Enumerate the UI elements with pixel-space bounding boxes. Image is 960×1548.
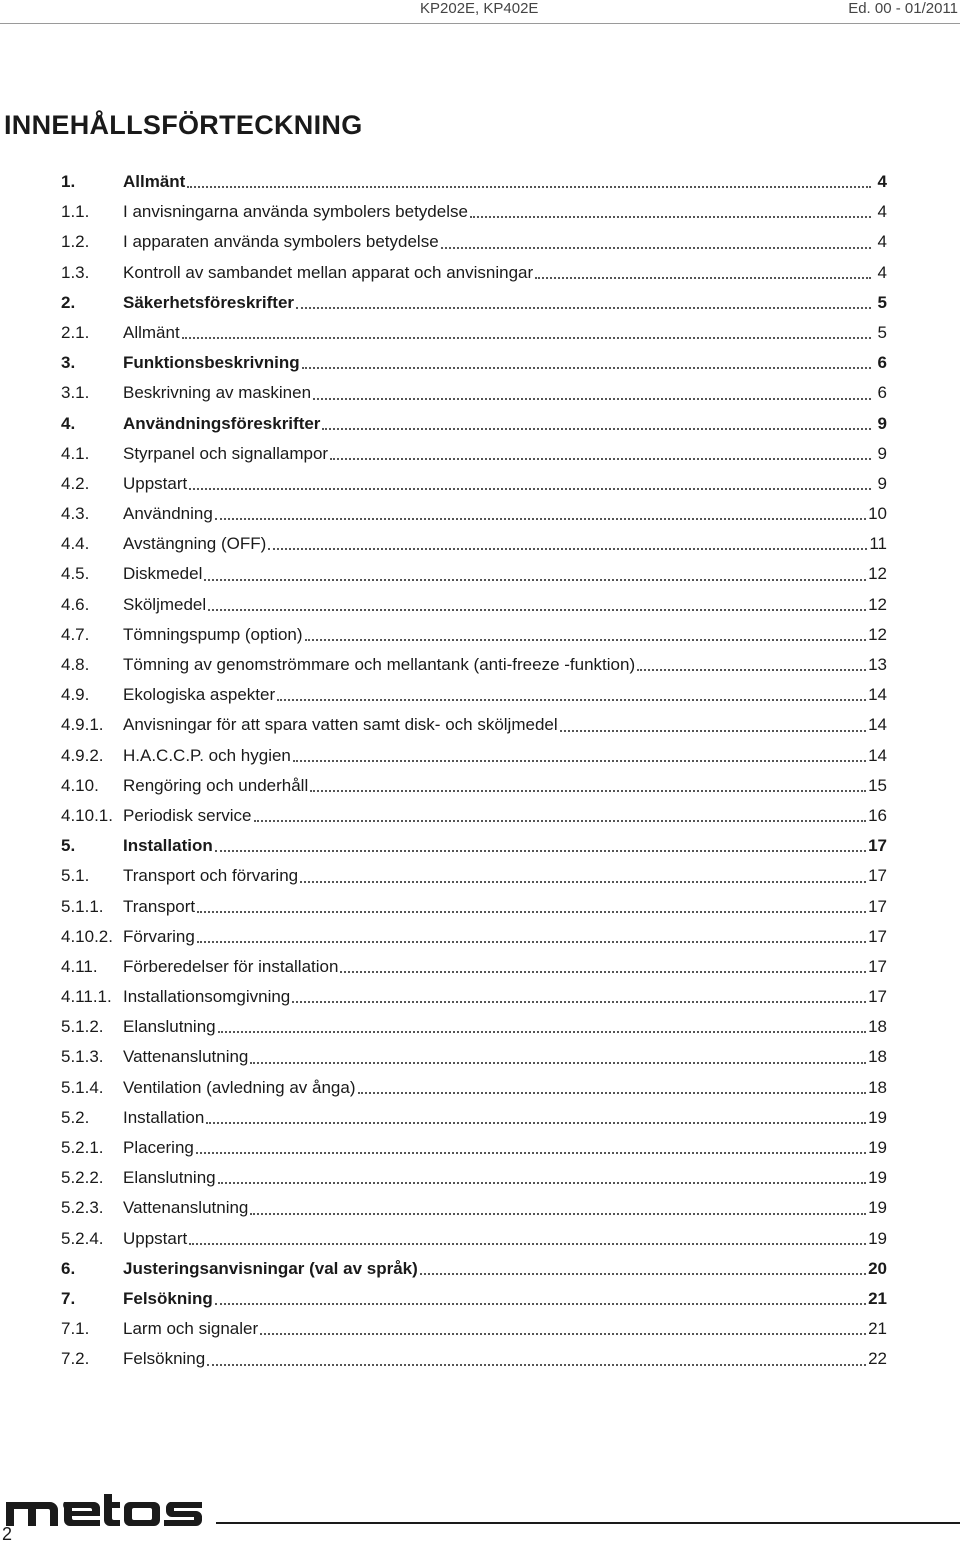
toc-entry[interactable] xyxy=(61,409,887,439)
toc-dot-leader xyxy=(637,668,866,671)
toc-entry-title: Installation xyxy=(123,1107,205,1127)
toc-entry[interactable] xyxy=(61,499,887,529)
toc-entry-title: Justeringsanvisningar (val av språk) xyxy=(123,1258,418,1278)
toc-entry-number: 4.2. xyxy=(61,473,90,493)
toc-entry-title: Elanslutning xyxy=(123,1168,216,1188)
toc-entry[interactable] xyxy=(61,831,887,861)
toc-entry-page: 17 xyxy=(868,926,887,946)
toc-entry-number: 4.10.1. xyxy=(61,805,113,825)
toc-entry[interactable] xyxy=(61,288,887,318)
toc-entry-number: 4.9. xyxy=(61,685,90,705)
toc-entry-page: 6 xyxy=(877,383,887,403)
footer-rule xyxy=(216,1522,960,1524)
toc-entry-number: 5.2.2. xyxy=(61,1168,104,1188)
toc-entry-page: 19 xyxy=(868,1228,887,1248)
toc-dot-leader xyxy=(560,729,866,732)
toc-entry-page: 17 xyxy=(868,956,887,976)
toc-dot-leader xyxy=(196,1151,866,1154)
toc-entry-title: H.A.C.C.P. och hygien xyxy=(123,745,291,765)
toc-entry-number: 4.10.2. xyxy=(61,926,113,946)
toc-entry[interactable] xyxy=(61,861,887,891)
toc-entry-page: 22 xyxy=(868,1349,887,1369)
toc-entry-page: 21 xyxy=(868,1288,887,1308)
toc-entry-number: 5.1. xyxy=(61,866,90,886)
toc-entry-title: Felsökning xyxy=(123,1349,206,1369)
toc-entry-number: 7.1. xyxy=(61,1319,90,1339)
toc-entry[interactable] xyxy=(61,952,887,982)
toc-entry-title: Placering xyxy=(123,1138,194,1157)
toc-dot-leader xyxy=(330,457,871,460)
toc-entry-page: 4 xyxy=(877,172,887,191)
toc-dot-leader xyxy=(420,1272,866,1275)
toc-entry-number: 5.2.3. xyxy=(61,1198,104,1218)
toc-entry-title: Tömningspump (option) xyxy=(123,624,303,644)
toc-entry-page: 21 xyxy=(868,1319,887,1339)
toc-entry-page: 14 xyxy=(868,745,887,765)
toc-entry[interactable] xyxy=(61,1254,887,1284)
toc-entry-number: 4.11.1. xyxy=(61,987,112,1007)
toc-entry-title: Tömning av genomströmmare och mellantank (anti-freeze -funktion) xyxy=(123,655,636,674)
toc-entry-title: Uppstart xyxy=(123,1228,188,1248)
toc-entry-title: Transport och förvaring xyxy=(123,866,299,886)
toc-entry-title: Anvisningar för att spara vatten samt disk- och sköljmedel xyxy=(123,715,558,735)
toc-entry-number: 4.10. xyxy=(61,775,99,795)
toc-dot-leader xyxy=(189,1242,866,1245)
toc-entry-title: Sköljmedel xyxy=(123,594,207,614)
toc-entry-number: 1.1. xyxy=(61,202,90,222)
toc-dot-leader xyxy=(470,215,871,218)
toc-entry-title: Användningsföreskrifter xyxy=(123,413,321,433)
toc-entry-number: 5.2. xyxy=(61,1107,90,1127)
toc-entry-title: Transport xyxy=(123,896,196,916)
toc-entry-page: 15 xyxy=(868,775,887,795)
toc-entry-title: Ventilation (avledning av ånga) xyxy=(123,1077,356,1097)
toc-entry-title: I apparaten använda symbolers betydelse xyxy=(123,232,439,252)
toc-entry-title: Uppstart xyxy=(123,473,188,493)
toc-entry-title: Styrpanel och signallampor xyxy=(123,443,329,463)
toc-entry-number: 4.9.2. xyxy=(61,745,104,765)
toc-entry-number: 4.4. xyxy=(61,534,90,554)
toc-dot-leader xyxy=(189,487,871,490)
toc-entry-page: 18 xyxy=(868,1047,887,1067)
toc-entry-page: 10 xyxy=(868,504,887,524)
toc-dot-leader xyxy=(310,789,866,792)
toc-entry[interactable] xyxy=(61,590,887,620)
toc-entry-title: Säkerhetsföreskrifter xyxy=(123,292,295,312)
toc-entry-number: 1. xyxy=(61,172,76,191)
toc-dot-leader xyxy=(292,1000,866,1003)
toc-entry-page: 9 xyxy=(877,443,887,463)
toc-entry[interactable] xyxy=(61,680,887,710)
toc-entry-title: Installation xyxy=(123,836,213,856)
toc-entry-number: 4.1. xyxy=(61,443,90,463)
toc-entry-title: Installationsomgivning xyxy=(123,987,291,1007)
toc-entry-number: 6. xyxy=(61,1258,76,1278)
toc-entry-number: 4.9.1. xyxy=(61,715,104,735)
toc-entry-number: 5.1.1. xyxy=(61,896,104,916)
toc-entry[interactable] xyxy=(61,439,887,469)
page-header xyxy=(0,0,960,24)
toc-entry-page: 19 xyxy=(868,1107,887,1127)
toc-entry-page: 4 xyxy=(877,262,887,282)
toc-entry[interactable] xyxy=(61,1284,887,1314)
toc-entry-number: 4.8. xyxy=(61,655,90,674)
toc-dot-leader xyxy=(206,1121,866,1124)
toc-entry-page: 9 xyxy=(877,413,887,433)
toc-entry[interactable] xyxy=(61,378,887,408)
toc-dot-leader xyxy=(208,608,866,611)
toc-dot-leader xyxy=(207,1363,866,1366)
toc-entry-number: 3.1. xyxy=(61,383,90,403)
toc-entry-number: 2.1. xyxy=(61,322,90,342)
toc-entry[interactable] xyxy=(61,620,887,650)
toc-dot-leader xyxy=(322,427,871,430)
toc-dot-leader xyxy=(204,578,866,581)
toc-entry-page: 13 xyxy=(868,655,887,674)
toc-dot-leader xyxy=(296,306,871,309)
toc-entry[interactable] xyxy=(61,469,887,499)
toc-dot-leader xyxy=(215,849,866,852)
toc-entry[interactable] xyxy=(61,529,887,559)
toc-entry-number: 5.1.4. xyxy=(61,1077,104,1097)
toc-entry[interactable] xyxy=(61,1012,887,1042)
toc-entry-number: 1.2. xyxy=(61,232,90,252)
toc-entry-page: 20 xyxy=(868,1258,887,1278)
toc-dot-leader xyxy=(254,819,867,822)
toc-entry-title: Elanslutning xyxy=(123,1017,216,1037)
toc-entry-title: Allmänt xyxy=(123,322,180,342)
toc-entry-page: 12 xyxy=(868,594,887,614)
toc-entry-number: 5. xyxy=(61,836,76,856)
toc-entry-title: I anvisningarna använda symbolers betydelse xyxy=(123,202,468,222)
toc-entry[interactable] xyxy=(61,892,887,922)
toc-dot-leader xyxy=(340,970,866,973)
toc-entry-page: 18 xyxy=(868,1017,887,1037)
toc-entry-page: 19 xyxy=(868,1138,887,1157)
toc-dot-leader xyxy=(268,547,867,550)
toc-entry-page: 5 xyxy=(877,322,887,342)
toc-dot-leader xyxy=(197,940,866,943)
toc-entry-page: 5 xyxy=(877,292,887,312)
toc-entry-page: 12 xyxy=(868,564,887,584)
toc-entry-page: 11 xyxy=(869,534,887,554)
toc-entry-number: 3. xyxy=(61,353,76,373)
toc-entry-title: Vattenanslutning xyxy=(123,1198,249,1218)
toc-entry-number: 4.6. xyxy=(61,594,90,614)
toc-entry-page: 14 xyxy=(868,715,887,735)
toc-entry-number: 4.5. xyxy=(61,564,90,584)
toc-entry-number: 2. xyxy=(61,292,76,312)
toc-entry-number: 5.2.1. xyxy=(61,1138,104,1157)
toc-dot-leader xyxy=(218,1181,866,1184)
toc-entry-title: Avstängning (OFF) xyxy=(123,534,267,554)
toc-dot-leader xyxy=(250,1061,866,1064)
toc-dot-leader xyxy=(218,1030,866,1033)
metos-logo xyxy=(4,1494,204,1526)
toc-entry[interactable] xyxy=(61,1042,887,1072)
toc-entry-page: 14 xyxy=(868,685,887,705)
toc-entry[interactable] xyxy=(61,801,887,831)
page-title: INNEHÅLLSFÖRTECKNING xyxy=(4,110,363,140)
toc-entry-page: 16 xyxy=(868,805,887,825)
toc-entry-page: 6 xyxy=(877,353,887,373)
toc-entry-number: 7.2. xyxy=(61,1349,90,1369)
toc-dot-leader xyxy=(313,397,871,400)
toc-entry[interactable] xyxy=(61,559,887,589)
toc-entry-title: Användning xyxy=(123,504,213,524)
toc-entry-page: 12 xyxy=(868,624,887,644)
toc-entry[interactable] xyxy=(61,922,887,952)
toc-dot-leader xyxy=(197,910,866,913)
toc-entry[interactable] xyxy=(61,1344,887,1374)
toc-entry-title: Larm och signaler xyxy=(123,1319,259,1339)
header-rule xyxy=(0,23,960,24)
toc-entry[interactable] xyxy=(61,1133,887,1163)
page-number: 2 xyxy=(2,1524,13,1544)
toc-dot-leader xyxy=(250,1212,866,1215)
toc-dot-leader xyxy=(305,638,867,641)
toc-entry-page: 17 xyxy=(868,866,887,886)
toc-entry-page: 18 xyxy=(868,1077,887,1097)
toc-entry-number: 4.7. xyxy=(61,624,90,644)
toc-entry-page: 17 xyxy=(868,987,887,1007)
toc-entry[interactable] xyxy=(61,1193,887,1223)
toc-dot-leader xyxy=(441,246,871,249)
edition-label: Ed. 00 - 01/2011 xyxy=(848,0,958,17)
toc-entry[interactable] xyxy=(61,1314,887,1344)
toc-entry-page: 17 xyxy=(868,896,887,916)
toc-entry-title: Rengöring och underhåll xyxy=(123,775,309,795)
toc-entry-title: Felsökning xyxy=(123,1288,213,1308)
toc-dot-leader xyxy=(293,759,866,762)
toc-entry[interactable] xyxy=(61,197,887,227)
toc-entry-title: Förvaring xyxy=(123,926,195,946)
toc-entry-page: 19 xyxy=(868,1168,887,1188)
toc-entry-title: Förberedelser för installation xyxy=(123,956,339,976)
toc-entry-title: Periodisk service xyxy=(123,805,252,825)
toc-entry[interactable] xyxy=(61,1073,887,1103)
toc-dot-leader xyxy=(300,880,866,883)
toc-entry-number: 5.1.2. xyxy=(61,1017,104,1037)
toc-entry[interactable] xyxy=(61,318,887,348)
toc-entry-page: 4 xyxy=(877,232,887,252)
toc-entry[interactable] xyxy=(61,710,887,740)
toc-dot-leader xyxy=(215,1302,866,1305)
toc-entry-title: Ekologiska aspekter xyxy=(123,685,276,705)
toc-entry-number: 5.1.3. xyxy=(61,1047,104,1067)
toc-entry-number: 5.2.4. xyxy=(61,1228,104,1248)
toc-entry[interactable] xyxy=(61,1103,887,1133)
toc-dot-leader xyxy=(277,698,866,701)
toc-entry-page: 4 xyxy=(877,202,887,222)
toc-dot-leader xyxy=(182,336,871,339)
toc-dot-leader xyxy=(302,366,871,369)
toc-dot-leader xyxy=(215,517,866,520)
toc-entry-title: Beskrivning av maskinen xyxy=(123,383,312,403)
toc-entry[interactable] xyxy=(61,650,887,680)
toc-dot-leader xyxy=(187,185,871,188)
toc-entry-title: Funktionsbeskrivning xyxy=(123,353,300,373)
toc-entry-number: 4.3. xyxy=(61,504,90,524)
toc-entry-title: Kontroll av sambandet mellan apparat och anvisningar xyxy=(123,262,534,282)
toc-dot-leader xyxy=(260,1332,866,1335)
toc-entry-number: 4. xyxy=(61,413,76,433)
toc-entry-title: Vattenanslutning xyxy=(123,1047,249,1067)
toc-entry-number: 7. xyxy=(61,1288,76,1308)
toc-dot-leader xyxy=(358,1091,867,1094)
toc-entry-number: 4.11. xyxy=(61,956,98,976)
toc-entry[interactable] xyxy=(61,982,887,1012)
table-of-contents xyxy=(61,167,887,1375)
toc-entry[interactable] xyxy=(61,167,887,197)
toc-entry[interactable] xyxy=(61,227,887,257)
toc-entry-title: Allmänt xyxy=(123,172,186,191)
toc-entry-title: Diskmedel xyxy=(123,564,203,584)
toc-entry-page: 17 xyxy=(868,836,887,856)
toc-dot-leader xyxy=(535,276,871,279)
toc-entry-page: 9 xyxy=(877,473,887,493)
toc-entry-number: 1.3. xyxy=(61,262,90,282)
toc-entry[interactable] xyxy=(61,258,887,288)
toc-entry[interactable] xyxy=(61,348,887,378)
toc-entry-page: 19 xyxy=(868,1198,887,1218)
toc-entry[interactable] xyxy=(61,741,887,771)
toc-entry[interactable] xyxy=(61,1224,887,1254)
toc-entry[interactable] xyxy=(61,1163,887,1193)
toc-entry[interactable] xyxy=(61,771,887,801)
model-label: KP202E, KP402E xyxy=(420,0,539,17)
